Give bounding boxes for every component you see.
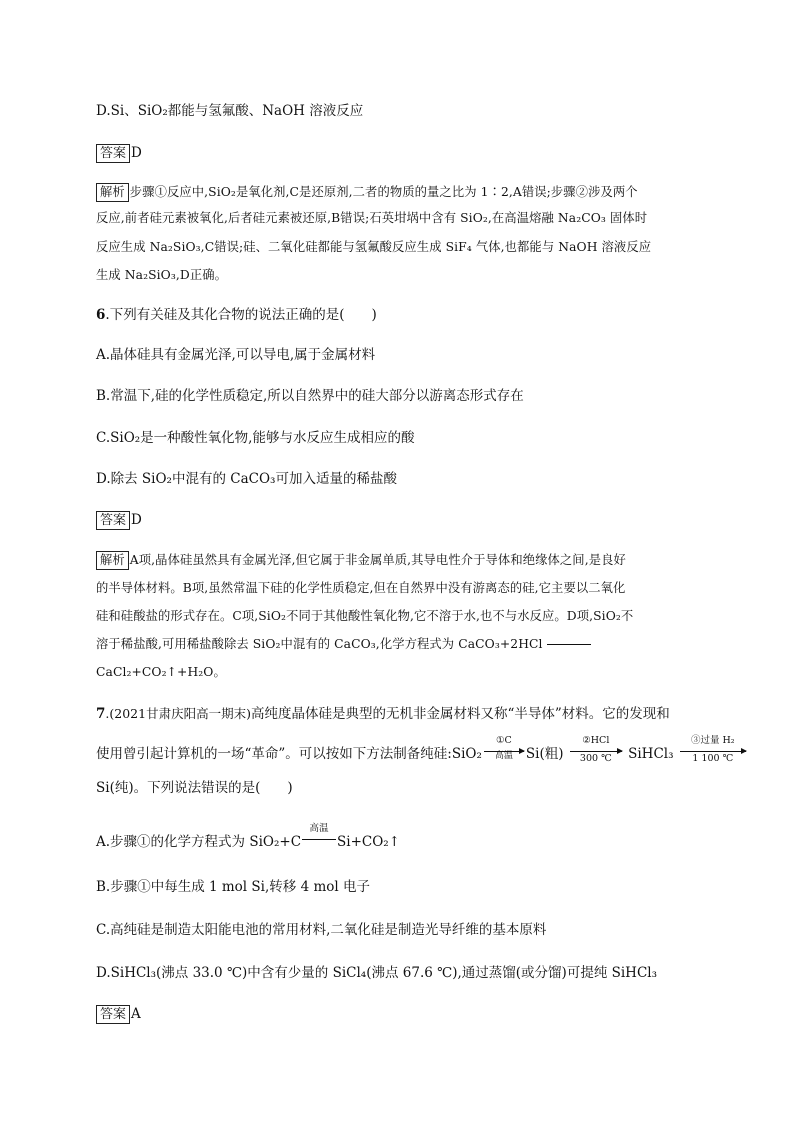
q6-option-c: C.SiO₂是一种酸性氧化物,能够与水反应生成相应的酸 bbox=[96, 430, 415, 446]
answer-label: 答案 bbox=[96, 1005, 130, 1024]
q7-answer bbox=[96, 1004, 141, 1024]
equation-line bbox=[547, 644, 591, 645]
q5-answer bbox=[96, 143, 142, 163]
q5-explanation-line-1 bbox=[96, 182, 638, 202]
reaction-arrow-3 bbox=[678, 735, 748, 764]
arrow-condition-bottom: 300 ℃ bbox=[579, 753, 612, 764]
q7-stem-line-3: Si(纯)。下列说法错误的是( ) bbox=[96, 780, 293, 796]
question-stem: 高纯度晶体硅是典型的无机非金属材料又称“半导体”材料。它的发现和 bbox=[250, 706, 670, 722]
question-stem: .下列有关硅及其化合物的说法正确的是( ) bbox=[105, 307, 377, 323]
explanation-text: 溶于稀盐酸,可用稀盐酸除去 SiO₂中混有的 CaCO₃,化学方程式为 CaCO₃+2HCl bbox=[96, 637, 543, 651]
q7-option-b: B.步骤①中每生成 1 mol Si,转移 4 mol 电子 bbox=[96, 879, 370, 895]
q6-option-a: A.晶体硅具有金属光泽,可以导电,属于金属材料 bbox=[96, 347, 376, 363]
q5-option-d: D.Si、SiO₂都能与氢氟酸、NaOH 溶液反应 bbox=[96, 103, 364, 119]
q6-stem bbox=[96, 305, 377, 325]
reaction-arrow-2 bbox=[568, 735, 624, 764]
q7-option-a bbox=[96, 823, 401, 852]
arrow-condition-top: ①C bbox=[496, 735, 512, 746]
answer-value: D bbox=[131, 512, 142, 528]
product-sihcl3: SiHCl₃ bbox=[628, 746, 674, 762]
q6-explanation-line-4 bbox=[96, 634, 595, 654]
q6-answer bbox=[96, 510, 142, 530]
option-text: A.步骤①的化学方程式为 SiO₂+C bbox=[96, 834, 302, 850]
q7-stem-line-1 bbox=[96, 704, 670, 724]
explanation-text: A项,晶体硅虽然具有金属光泽,但它属于非金属单质,其导电性介于导体和绝缘体之间,是良好 bbox=[129, 553, 626, 567]
explanation-label: 解析 bbox=[96, 551, 129, 570]
answer-label: 答案 bbox=[96, 511, 130, 530]
reaction-arrow-1 bbox=[482, 735, 526, 764]
q7-stem-line-2 bbox=[96, 735, 748, 764]
reaction-condition bbox=[301, 823, 337, 852]
arrow-condition-top: ②HCl bbox=[582, 735, 610, 746]
answer-value: A bbox=[131, 1006, 141, 1022]
arrow-condition-top: ③过量 H₂ bbox=[691, 735, 735, 746]
question-source: .(2021甘肃庆阳高一期末) bbox=[105, 706, 251, 721]
arrow-condition-bottom: 1 100 ℃ bbox=[692, 753, 734, 764]
question-number: 6 bbox=[96, 307, 106, 323]
stem-text: 使用曾引起计算机的一场“革命”。可以按如下方法制备纯硅:SiO₂ bbox=[96, 746, 482, 762]
q5-explanation-line-2: 反应,前者硅元素被氧化,后者硅元素被还原,B错误;石英坩埚中含有 SiO₂,在高温熔融 Na₂CO₃ 固体时 bbox=[96, 211, 648, 225]
q7-option-d: D.SiHCl₃(沸点 33.0 ℃)中含有少量的 SiCl₄(沸点 67.6 ℃),通过蒸馏(或分馏)可提纯 SiHCl₃ bbox=[96, 965, 658, 981]
q7-option-c: C.高纯硅是制造太阳能电池的常用材料,二氧化硅是制造光导纤维的基本原料 bbox=[96, 922, 547, 938]
q6-option-d: D.除去 SiO₂中混有的 CaCO₃可加入适量的稀盐酸 bbox=[96, 471, 397, 487]
q5-explanation-line-3: 反应生成 Na₂SiO₃,C错误;硅、二氧化硅都能与氢氟酸反应生成 SiF₄ 气体,也都能与 NaOH 溶液反应 bbox=[96, 240, 652, 254]
explanation-text: 步骤①反应中,SiO₂是氧化剂,C是还原剂,二者的物质的量之比为 1∶2,A错误;步骤②涉及两个 bbox=[129, 185, 638, 199]
q6-explanation-line-1 bbox=[96, 550, 626, 570]
option-text: Si+CO₂↑ bbox=[337, 834, 401, 850]
q6-explanation-line-3: 硅和硅酸盐的形式存在。C项,SiO₂不同于其他酸性氧化物,它不溶于水,也不与水反应。D项,SiO₂不 bbox=[96, 609, 634, 623]
question-number: 7 bbox=[96, 706, 106, 722]
arrow-condition-bottom: 高温 bbox=[494, 751, 513, 761]
q6-explanation-line-5: CaCl₂+CO₂↑+H₂O。 bbox=[96, 665, 226, 679]
condition-label: 高温 bbox=[309, 823, 329, 834]
answer-value: D bbox=[131, 145, 142, 161]
q6-explanation-line-2: 的半导体材料。B项,虽然常温下硅的化学性质稳定,但在自然界中没有游离态的硅,它主要以二氧化 bbox=[96, 581, 626, 595]
equation-line bbox=[302, 839, 336, 840]
product-crude-si: Si(粗) bbox=[525, 746, 564, 762]
q5-explanation-line-4: 生成 Na₂SiO₃,D正确。 bbox=[96, 268, 228, 282]
answer-label: 答案 bbox=[96, 144, 130, 163]
explanation-label: 解析 bbox=[96, 183, 129, 202]
q6-option-b: B.常温下,硅的化学性质稳定,所以自然界中的硅大部分以游离态形式存在 bbox=[96, 388, 524, 404]
